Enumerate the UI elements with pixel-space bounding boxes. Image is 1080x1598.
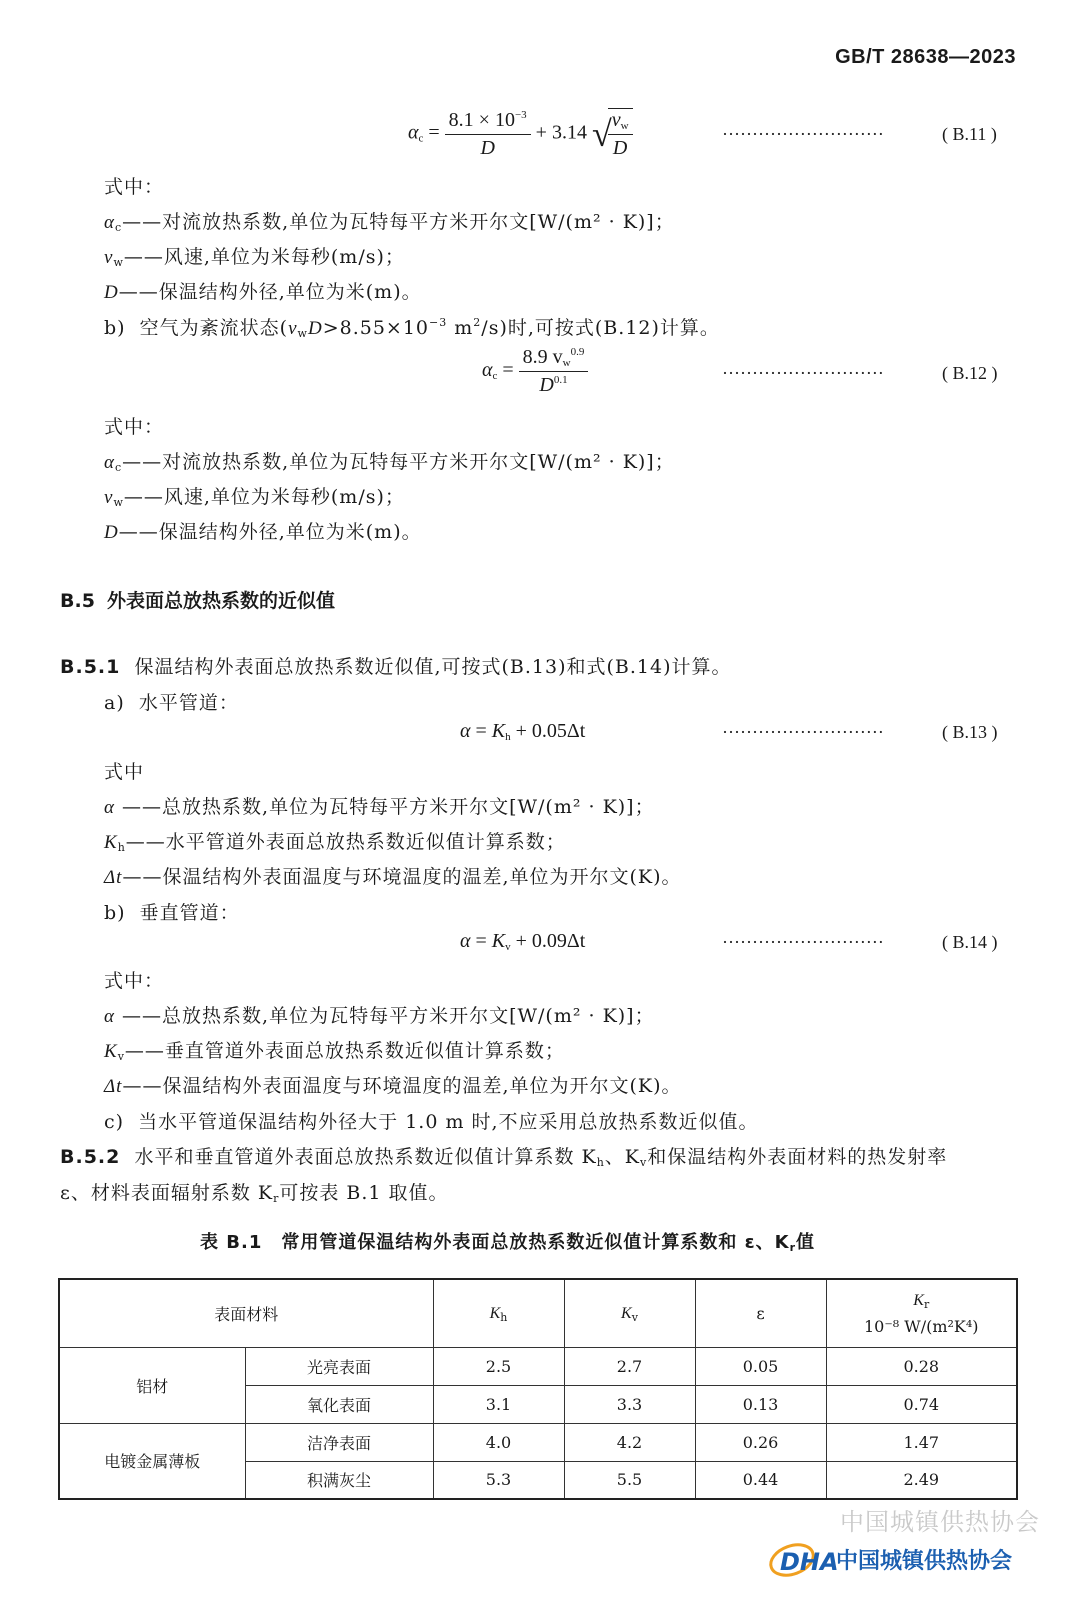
- definition-row: Δt——保温结构外表面温度与环境温度的温差,单位为开尔文(K)。: [104, 866, 682, 888]
- cell-surface: 氧化表面: [245, 1385, 433, 1423]
- cell-kr: 2.49: [826, 1461, 1017, 1499]
- definition-row: $v_w——$风速,单位为米每秒(m/s)；: [104, 486, 405, 509]
- equation-b14: $\alpha = K_v + 0.09\Delta t$: [460, 930, 586, 953]
- where-heading: 式中：: [104, 176, 165, 198]
- cell-eps: 0.26: [695, 1423, 826, 1461]
- definition-row: $K_h——$水平管道外表面总放热系数近似值计算系数；: [104, 831, 566, 854]
- list-item-a: a) 水平管道：: [104, 692, 239, 714]
- equation-b11: $\alpha_c$ = $\frac{8.1 \times 10^{-3}}{D}$ + 3.14 √ $\frac{v_w}{D}$: [408, 108, 633, 160]
- equation-label: ( B.14 ): [942, 932, 998, 952]
- definition-row: D——保温结构外径,单位为米(m)。: [104, 281, 422, 303]
- equation-label: ( B.13 ): [942, 722, 998, 742]
- cell-kh: 3.1: [433, 1385, 564, 1423]
- cell-kr: 0.28: [826, 1347, 1017, 1385]
- equation-b12: $\alpha_c$ = $\frac{8.9 v_w^{0.9}}{D^{0.1}}$: [482, 346, 588, 397]
- cell-kv: 5.5: [564, 1461, 695, 1499]
- definition-row: $K_v——$垂直管道外表面总放热系数近似值计算系数；: [104, 1040, 565, 1063]
- definition-row: $\alpha_c——$对流放热系数,单位为瓦特每平方米开尔文[W/(m² · K)]；: [104, 451, 675, 474]
- table-header-row: [59, 1279, 1017, 1347]
- svg-text:DHA: DHA: [780, 1548, 839, 1576]
- list-item-b: b) 空气为紊流状态($v_wD>8.55\times 10^{-3}$ $m^2/s$)时,可按式(B.12)计算。: [104, 316, 720, 340]
- cell-kh: 4.0: [433, 1423, 564, 1461]
- header-kr: $K_r$ 10⁻⁸ W/(m²K⁴): [826, 1279, 1017, 1347]
- definition-row: α ——总放热系数,单位为瓦特每平方米开尔文[W/(m² · K)]；: [104, 796, 655, 818]
- section-heading: B.5 外表面总放热系数的近似值: [60, 590, 336, 612]
- leader-dots: ···························: [722, 124, 884, 144]
- table-caption: 表 B.1 常用管道保温结构外表面总放热系数近似值计算系数和 ε、$K_r$值: [200, 1232, 816, 1254]
- cell-eps: 0.13: [695, 1385, 826, 1423]
- definition-row: α ——总放热系数,单位为瓦特每平方米开尔文[W/(m² · K)]；: [104, 1005, 655, 1027]
- cell-kr: 1.47: [826, 1423, 1017, 1461]
- cell-kv: 2.7: [564, 1347, 695, 1385]
- leader-dots: ···························: [722, 932, 884, 952]
- clause-b52: B.5.2 水平和垂直管道外表面总放热系数近似值计算系数 $K_h$、$K_v$和保温结构外表面材料的热发射率: [60, 1146, 948, 1169]
- list-item-c: c) 当水平管道保温结构外径大于 1.0 m 时,不应采用总放热系数近似值。: [104, 1111, 759, 1133]
- document-number: GB/T 28638—2023: [835, 46, 1016, 68]
- list-item-b2: b) 垂直管道：: [104, 902, 240, 924]
- where-heading: 式中：: [104, 416, 165, 438]
- cell-kv: 4.2: [564, 1423, 695, 1461]
- header-eps: ε: [695, 1279, 826, 1347]
- logo-text: 中国城镇供热协会: [836, 1549, 1013, 1574]
- table-row: [59, 1347, 1017, 1385]
- equation-b13: $\alpha = K_h + 0.05\Delta t$: [460, 720, 586, 743]
- table-row: [59, 1423, 1017, 1461]
- cell-kr: 0.74: [826, 1385, 1017, 1423]
- fraction: $\frac{8.1 \times 10^{-3}}{D}$: [445, 109, 531, 160]
- fraction: $\frac{8.9 v_w^{0.9}}{D^{0.1}}$: [519, 346, 589, 397]
- table-b1: [58, 1278, 1018, 1500]
- cell-surface: 洁净表面: [245, 1423, 433, 1461]
- watermark-text: 中国城镇供热协会: [840, 1508, 1040, 1536]
- cell-eps: 0.44: [695, 1461, 826, 1499]
- cell-surface: 积满灰尘: [245, 1461, 433, 1499]
- definition-row: Δt——保温结构外表面温度与环境温度的温差,单位为开尔文(K)。: [104, 1075, 682, 1097]
- header-kv: $K_v$: [564, 1279, 695, 1347]
- where-heading: 式中：: [104, 970, 165, 992]
- header-kh: $K_h$: [433, 1279, 564, 1347]
- sqrt-sign: √: [591, 114, 612, 154]
- definition-row: $v_w——$风速,单位为米每秒(m/s)；: [104, 246, 405, 269]
- header-material: 表面材料: [59, 1279, 433, 1347]
- clause-b52-continued: ε、材料表面辐射系数 $K_r$可按表 B.1 取值。: [60, 1182, 449, 1205]
- leader-dots: ···························: [722, 363, 884, 383]
- cell-kv: 3.3: [564, 1385, 695, 1423]
- where-heading: 式中: [104, 761, 145, 783]
- definition-row: D——保温结构外径,单位为米(m)。: [104, 521, 422, 543]
- cell-kh: 2.5: [433, 1347, 564, 1385]
- group-name: 电镀金属薄板: [59, 1423, 245, 1499]
- equation-label: ( B.11 ): [942, 124, 997, 144]
- cell-eps: 0.05: [695, 1347, 826, 1385]
- clause-b51: B.5.1 保温结构外表面总放热系数近似值,可按式(B.13)和式(B.14)计算。: [60, 656, 732, 678]
- definition-row: $\alpha_c——$对流放热系数,单位为瓦特每平方米开尔文[W/(m² · K)]；: [104, 211, 675, 234]
- cell-surface: 光亮表面: [245, 1347, 433, 1385]
- group-name: 铝材: [59, 1347, 245, 1423]
- equation-label: ( B.12 ): [942, 363, 998, 383]
- cell-kh: 5.3: [433, 1461, 564, 1499]
- leader-dots: ···························: [722, 722, 884, 742]
